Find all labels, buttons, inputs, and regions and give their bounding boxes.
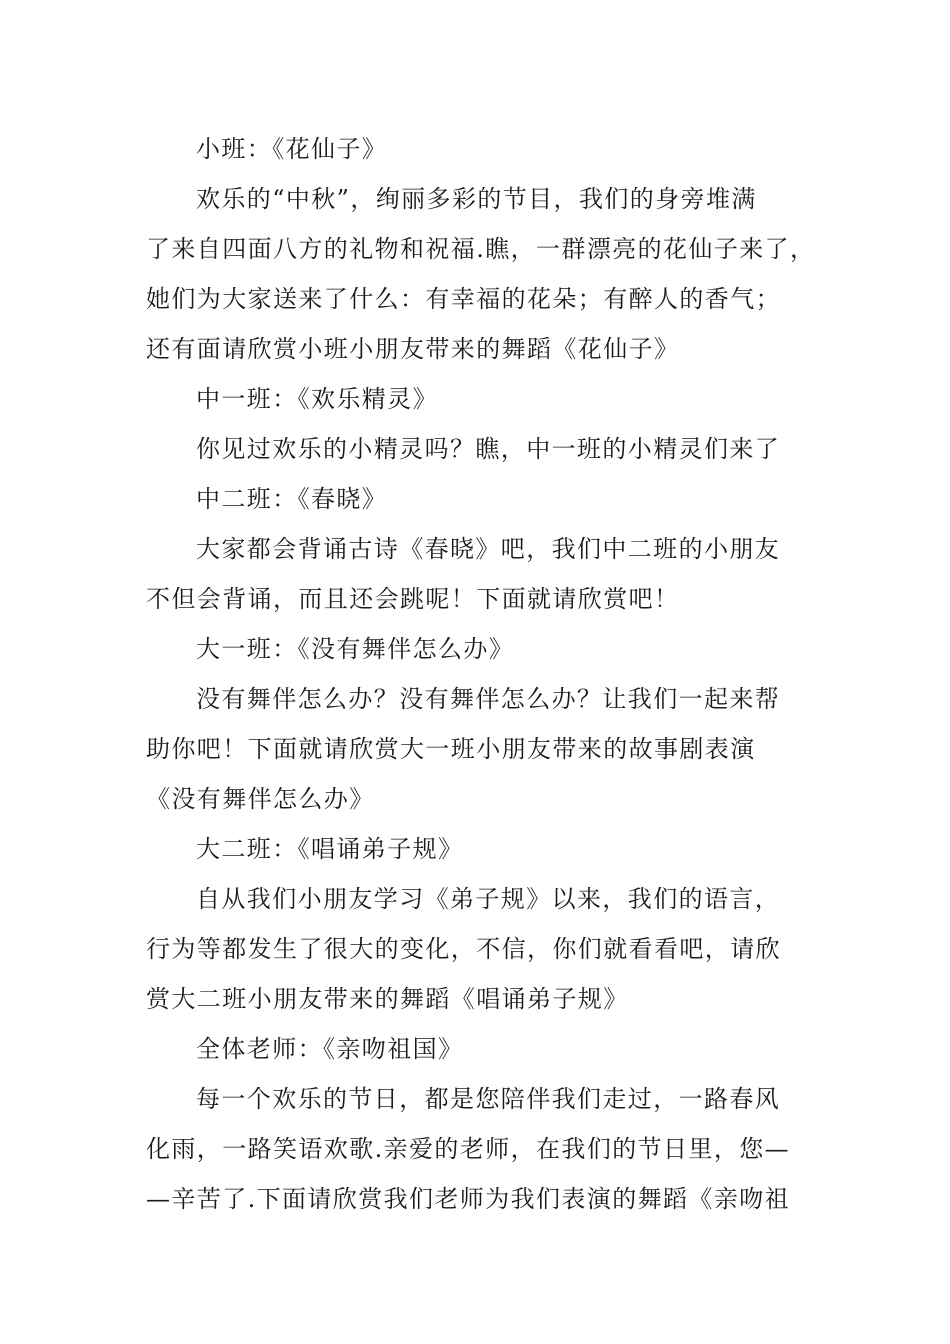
paragraph-line: —辛苦了.下面请欣赏我们老师为我们表演的舞蹈《亲吻祖 [146, 1185, 791, 1213]
section-heading-big-class-2: 大二班：《唱诵弟子规》 [196, 835, 464, 863]
paragraph-line: 自从我们小朋友学习《弟子规》以来，我们的语言， [196, 885, 781, 913]
paragraph-line: 不但会背诵，而且还会跳呢！下面就请欣赏吧！ [146, 585, 680, 613]
paragraph-line: 赏大二班小朋友带来的舞蹈《唱诵弟子规》 [146, 985, 629, 1013]
paragraph-line: 了来自四面八方的礼物和祝福.瞧，一群漂亮的花仙子来了， [146, 235, 816, 263]
paragraph-line: 《没有舞伴怎么办》 [146, 785, 375, 813]
section-heading-middle-class-2: 中二班：《春晓》 [196, 485, 388, 513]
paragraph-line: 欢乐的“中秋”，绚丽多彩的节目，我们的身旁堆满 [196, 185, 757, 213]
paragraph-line: 还有面请欣赏小班小朋友带来的舞蹈《花仙子》 [146, 335, 680, 363]
paragraph-line: 每一个欢乐的节日，都是您陪伴我们走过，一路春风 [196, 1085, 781, 1113]
paragraph-line: 大家都会背诵古诗《春晓》吧，我们中二班的小朋友 [196, 535, 781, 563]
section-heading-small-class: 小班：《花仙子》 [196, 135, 388, 163]
paragraph-line: 你见过欢乐的小精灵吗？瞧，中一班的小精灵们来了 [196, 435, 781, 463]
paragraph-line: 行为等都发生了很大的变化，不信，你们就看看吧，请欣 [146, 935, 781, 963]
paragraph-line: 没有舞伴怎么办？没有舞伴怎么办？让我们一起来帮 [196, 685, 781, 713]
section-heading-middle-class-1: 中一班：《欢乐精灵》 [196, 385, 438, 413]
section-heading-all-teachers: 全体老师：《亲吻祖国》 [196, 1035, 464, 1063]
paragraph-line: 化雨，一路笑语欢歌.亲爱的老师，在我们的节日里，您— [146, 1135, 791, 1163]
paragraph-line: 她们为大家送来了什么：有幸福的花朵；有醉人的香气； [146, 285, 781, 313]
paragraph-line: 助你吧！下面就请欣赏大一班小朋友带来的故事剧表演 [146, 735, 756, 763]
section-heading-big-class-1: 大一班：《没有舞伴怎么办》 [196, 635, 515, 663]
